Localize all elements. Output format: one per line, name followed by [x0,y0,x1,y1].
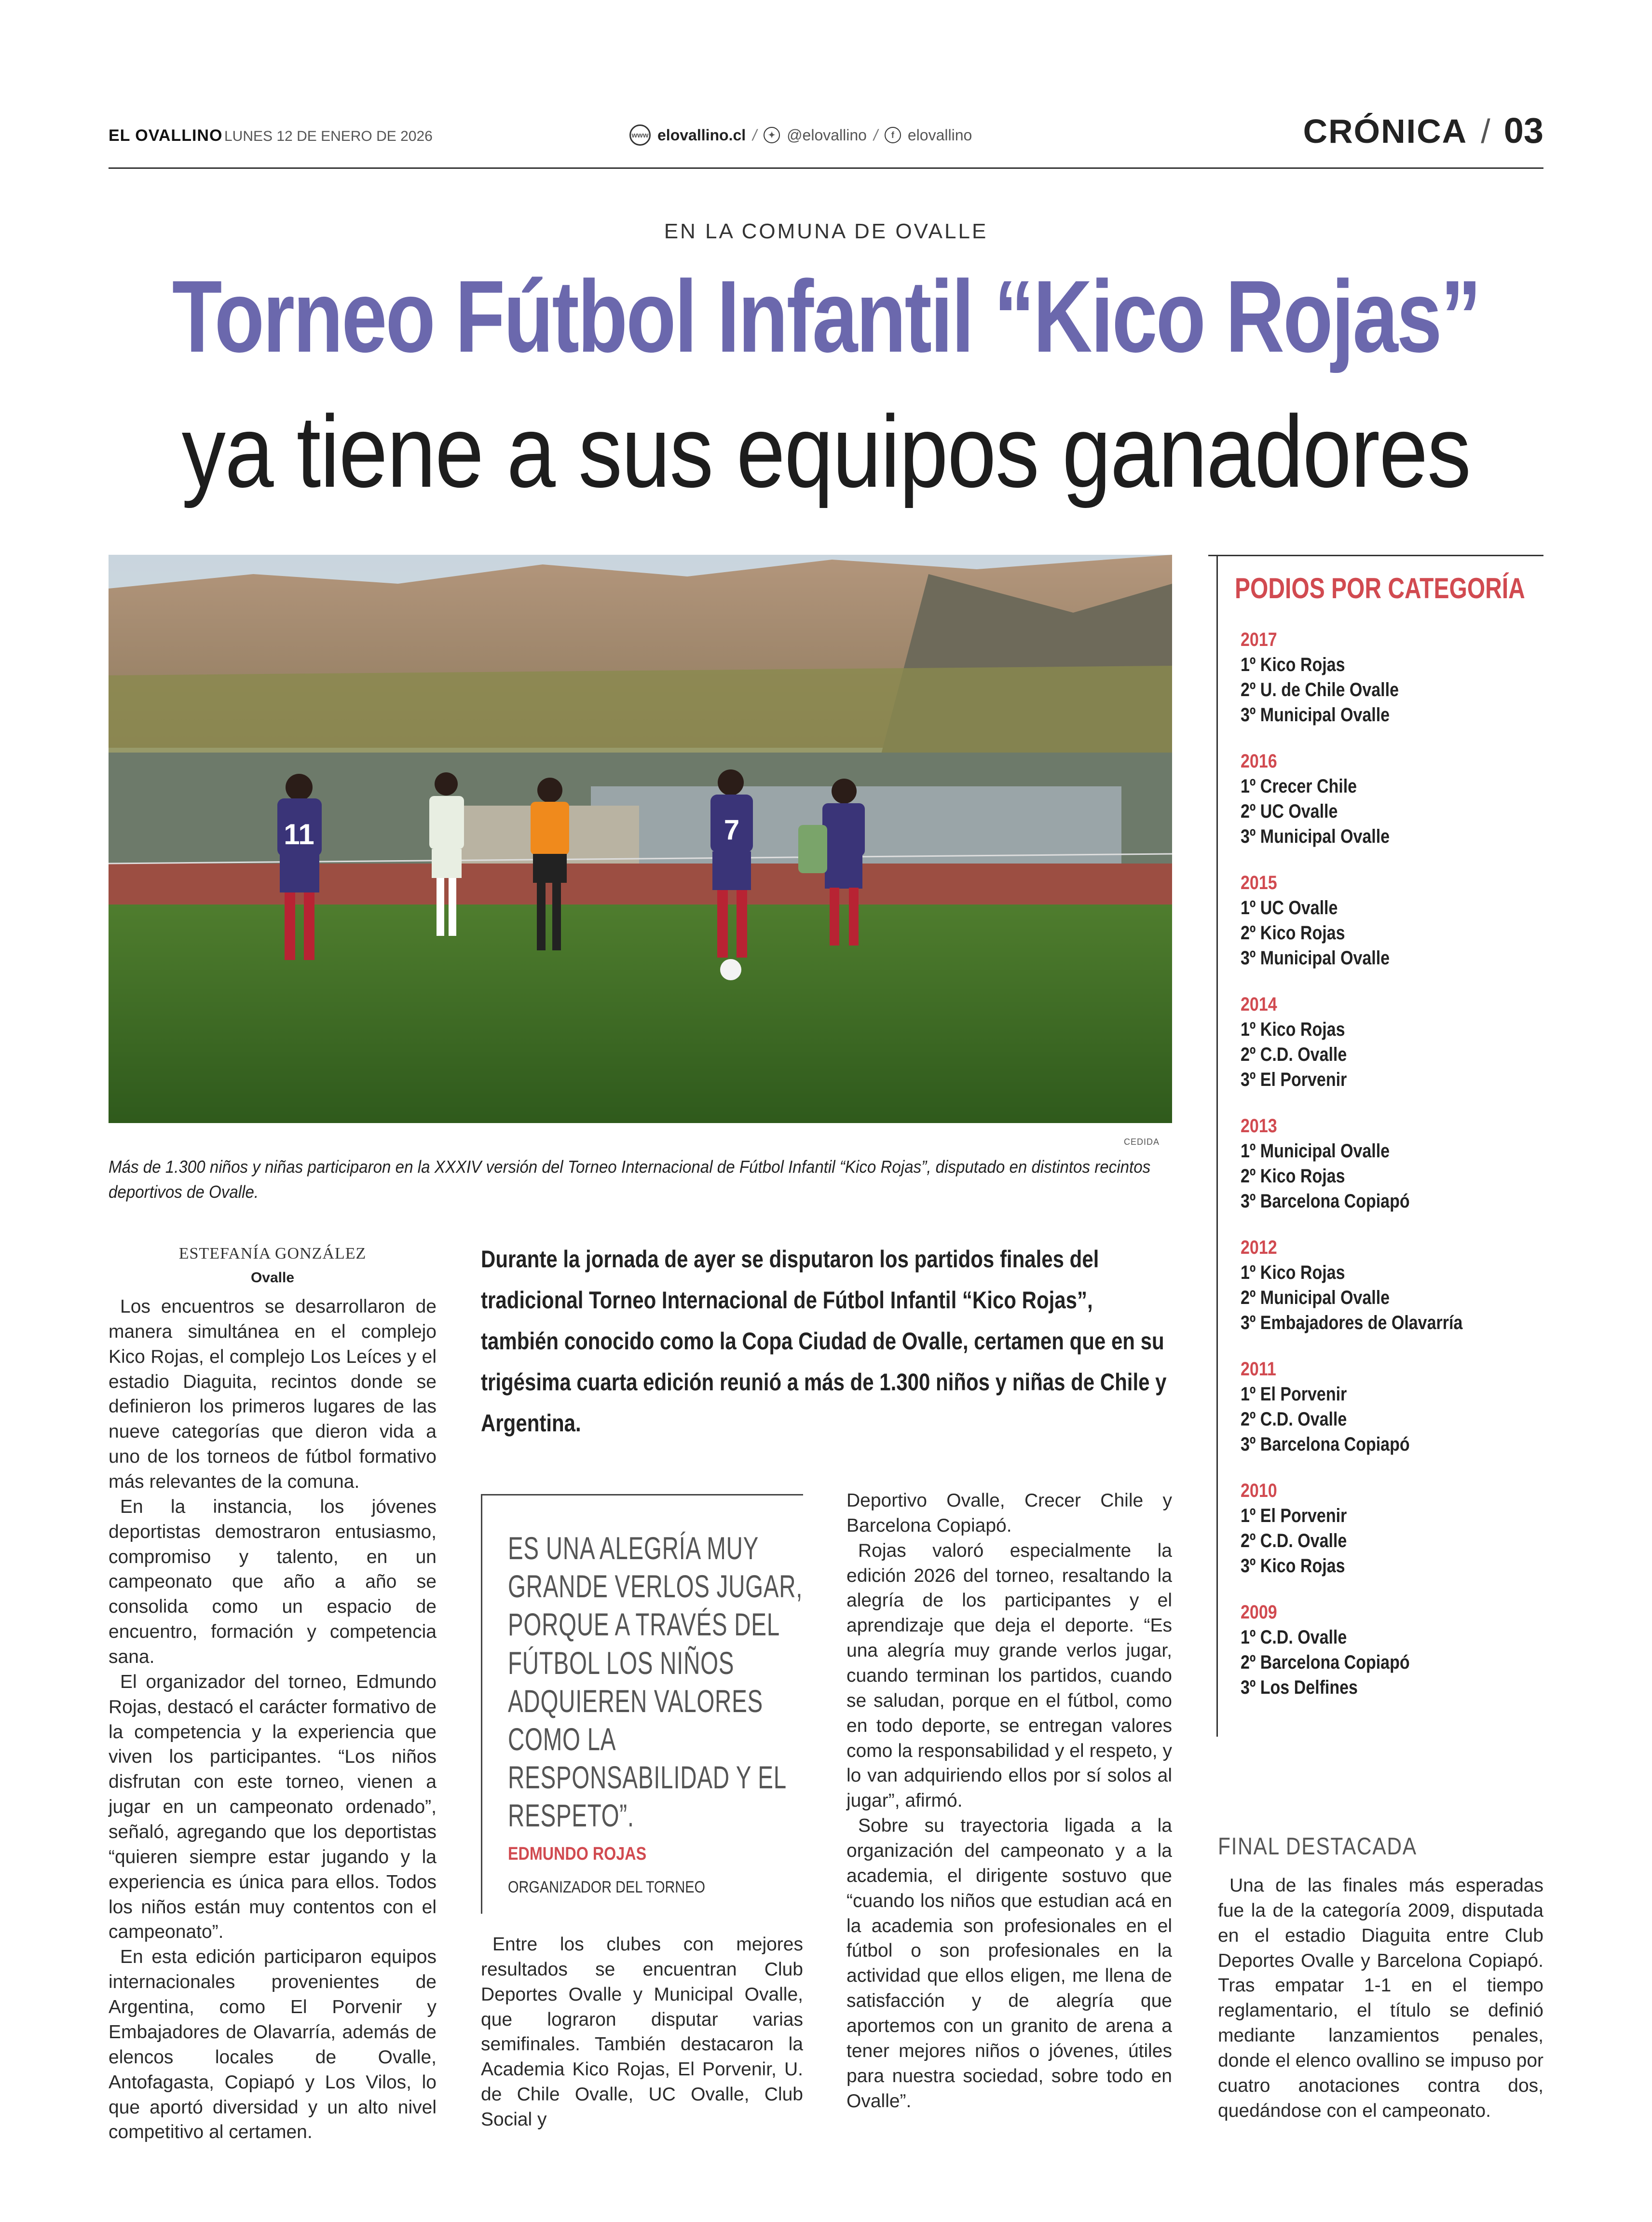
podium-list [1241,627,1540,1721]
twitter-icon: ✦ [764,127,780,143]
author-city: Ovalle [250,1270,295,1286]
podium-first: 1º Municipal Ovalle [1241,1140,1390,1162]
paragraph: En la instancia, los jóvenes deportistas demostraron entusiasmo, compromiso y talento, en un campeonato que año a año se consolida como un espacio de encuentro, formación y competencia sana. [109,1496,437,1668]
podium-year: 2013 [1241,1115,1277,1137]
paragraph: El organizador del torneo, Edmundo Rojas, destacó el carácter formativo de la competencia y la experiencia que viven los participantes. “Los niños disfrutan con este torneo, vienen a jugar en un campeonato ordenado”, señaló, agregando que los deportistas “quieren siempre estar jugando y la experiencia es única para ellos. Todos los niños están muy contentos con el campeonato”. [109,1671,437,1943]
podium-year: 2015 [1241,872,1277,893]
quote-author: EDMUNDO ROJAS [508,1844,647,1864]
podium-second: 2º Municipal Ovalle [1241,1287,1390,1308]
podium-2015 [1241,870,1540,971]
section-separator: / [1481,112,1490,150]
facebook-handle[interactable]: elovallino [907,126,972,144]
podium-first: 1º UC Ovalle [1241,897,1338,919]
paragraph: En esta edición participaron equipos internacionales provenientes de Argentina, como El Porvenir y Embajadores de Olavarría, además de elencos locales de Ovalle, Antofagasta, Copiapó y Los Vilos, lo que aportó diversidad y un alto nivel competitivo al certamen. [109,1947,437,2143]
podium-2017 [1241,627,1540,727]
podium-first: 1º Kico Rojas [1241,1262,1345,1283]
podium-first: 1º Kico Rojas [1241,1019,1345,1040]
podium-second: 2º C.D. Ovalle [1241,1409,1347,1430]
podium-year: 2010 [1241,1480,1277,1501]
paragraph: Los encuentros se desarrollaron de manera simultánea en el complejo Kico Rojas, el complejo Los Leíces y el estadio Diaguita, recintos donde se definieron los primeros lugares de las nueve categorías que dieron vida a uno de los torneos de fútbol formativo más relevantes de la comuna. [109,1296,437,1493]
photo-caption: Más de 1.300 niños y niñas participaron en la XXXIV versión del Torneo Internacional de Fútbol Infantil “Kico Rojas”, disputado en distintos recintos deportivos de Ovalle. [109,1157,1151,1202]
paragraph: Rojas valoró especialmente la edición 2026 del torneo, resaltando la alegría de los participantes y el aprendizaje que deja el deporte. “Es una alegría muy grande verlos jugar, cuando terminan los partidos, cuando se saludan, porque en el fútbol, como en todo deporte, se entregan valores como la responsabilidad y el respeto, y lo van adquiriendo ellos por sí solos al jugar”, afirmó. [846,1540,1172,1811]
paragraph: Entre los clubes con mejores resultados se encuentran Club Deportes Ovalle y Municipal Ovalle, que lograron disputar varias semifinales. También destacaron la Academia Kico Rojas, El Porvenir, U. de Chile Ovalle, UC Ovalle, Club Social y [481,1934,803,2130]
social-links [629,124,972,146]
web-icon: www [629,124,651,146]
podium-2012 [1241,1235,1540,1335]
sidebar-top-rule [1208,555,1543,556]
jersey-number: 11 [284,818,314,850]
twitter-handle[interactable]: @elovallino [787,126,867,144]
podium-year: 2011 [1241,1358,1276,1380]
podium-third: 3º Barcelona Copiapó [1241,1191,1410,1212]
podium-2011 [1241,1357,1540,1457]
sidebar-left-rule [1216,555,1218,1737]
podium-first: 1º Crecer Chile [1241,776,1357,797]
podium-third: 3º Kico Rojas [1241,1555,1345,1577]
podium-third: 3º Municipal Ovalle [1241,947,1390,969]
jersey-number: 7 [724,814,740,846]
sidebar-title: PODIOS POR CATEGORÍA [1235,572,1525,604]
podium-second: 2º C.D. Ovalle [1241,1530,1347,1551]
page-number: 03 [1503,110,1543,151]
body-column-2 [481,1932,803,2132]
podium-year: 2014 [1241,994,1277,1015]
headline-line-1: Torneo Fútbol Infantil “Kico Rojas” [172,259,1480,373]
body-column-3 [846,1488,1172,2113]
newspaper-name: EL OVALLINO [109,126,223,145]
podium-third: 3º Los Delfines [1241,1677,1358,1698]
paragraph: Una de las finales más esperadas fue la de la categoría 2009, disputada en el estadio Diaguita entre Club Deportes Ovalle y Barcelona Copiapó. Tras empatar 1-1 en el tiempo reglamentario, el título se definió mediante lanzamientos penales, donde el elenco ovallino se impuso por cuatro anotaciones contra dos, quedándose con el campeonato. [1218,1875,1543,2121]
section-name: CRÓNICA [1303,112,1468,150]
podium-year: 2012 [1241,1237,1277,1258]
podium-third: 3º El Porvenir [1241,1069,1347,1090]
kicker: EN LA COMUNA DE OVALLE [664,219,988,243]
podium-second: 2º Barcelona Copiapó [1241,1652,1410,1673]
final-section-text [1218,1873,1543,2124]
issue-date: LUNES 12 DE ENERO DE 2026 [224,128,433,144]
podium-year: 2009 [1241,1602,1277,1623]
podium-second: 2º U. de Chile Ovalle [1241,679,1399,700]
facebook-icon: f [885,127,901,143]
paragraph: Sobre su trayectoria ligada a la organización del campeonato y a la academia, el dirigente sostuvo que “cuando los niños que estudian acá en la academia son profesionales en el fútbol o son profesionales en la actividad que ellos eligen, me llena de satisfacción y de alegría que aportemos con un granito de arena a tener mejores niños o jóvenes, útiles para nuestra sociedad, sobre todo en Ovalle”. [846,1815,1172,2112]
podium-2014 [1241,992,1540,1092]
podium-first: 1º C.D. Ovalle [1241,1627,1347,1648]
author: ESTEFANÍA GONZÁLEZ [178,1245,367,1262]
podium-third: 3º Municipal Ovalle [1241,704,1390,726]
podium-third: 3º Municipal Ovalle [1241,826,1390,847]
separator: / [873,126,878,144]
lead-paragraph: Durante la jornada de ayer se disputaron los partidos finales del tradicional Torneo Internacional de Fútbol Infantil “Kico Rojas”, también conocido como la Copa Ciudad de Ovalle, certamen que en su trigésima cuarta edición reunió a más de 1.300 niños y niñas de Chile y Argentina. [481,1246,1167,1437]
podium-2010 [1241,1478,1540,1578]
pull-quote: ES UNA ALEGRÍA MUY GRANDE VERLOS JUGAR, PORQUE A TRAVÉS DEL FÚTBOL LOS NIÑOS ADQUIEREN VALORES COMO LA RESPONSABILIDAD Y EL RESPETO”. [508,1530,803,1834]
podium-second: 2º Kico Rojas [1241,922,1345,944]
podium-first: 1º El Porvenir [1241,1384,1347,1405]
photo-credit: CEDIDA [1124,1137,1160,1147]
podium-second: 2º UC Ovalle [1241,801,1338,822]
podium-first: 1º El Porvenir [1241,1505,1347,1526]
podium-2009 [1241,1600,1540,1700]
podium-third: 3º Barcelona Copiapó [1241,1434,1410,1455]
podium-2013 [1241,1113,1540,1214]
section-label [1303,110,1543,151]
podium-2016 [1241,749,1540,849]
paragraph: Deportivo Ovalle, Crecer Chile y Barcelona Copiapó. [846,1490,1172,1536]
body-column-1 [109,1294,437,2145]
headline-line-2: ya tiene a sus equipos ganadores [181,394,1471,508]
podium-third: 3º Embajadores de Olavarría [1241,1312,1463,1333]
podium-first: 1º Kico Rojas [1241,654,1345,675]
article-photo [109,555,1172,1123]
website-link[interactable]: elovallino.cl [657,126,746,144]
podium-second: 2º Kico Rojas [1241,1166,1345,1187]
final-section-title: FINAL DESTACADA [1218,1833,1417,1860]
podium-year: 2017 [1241,629,1277,650]
podium-second: 2º C.D. Ovalle [1241,1044,1347,1065]
quote-author-role: ORGANIZADOR DEL TORNEO [508,1878,705,1896]
header-rule [109,167,1543,169]
podium-year: 2016 [1241,751,1277,772]
separator: / [752,126,757,144]
